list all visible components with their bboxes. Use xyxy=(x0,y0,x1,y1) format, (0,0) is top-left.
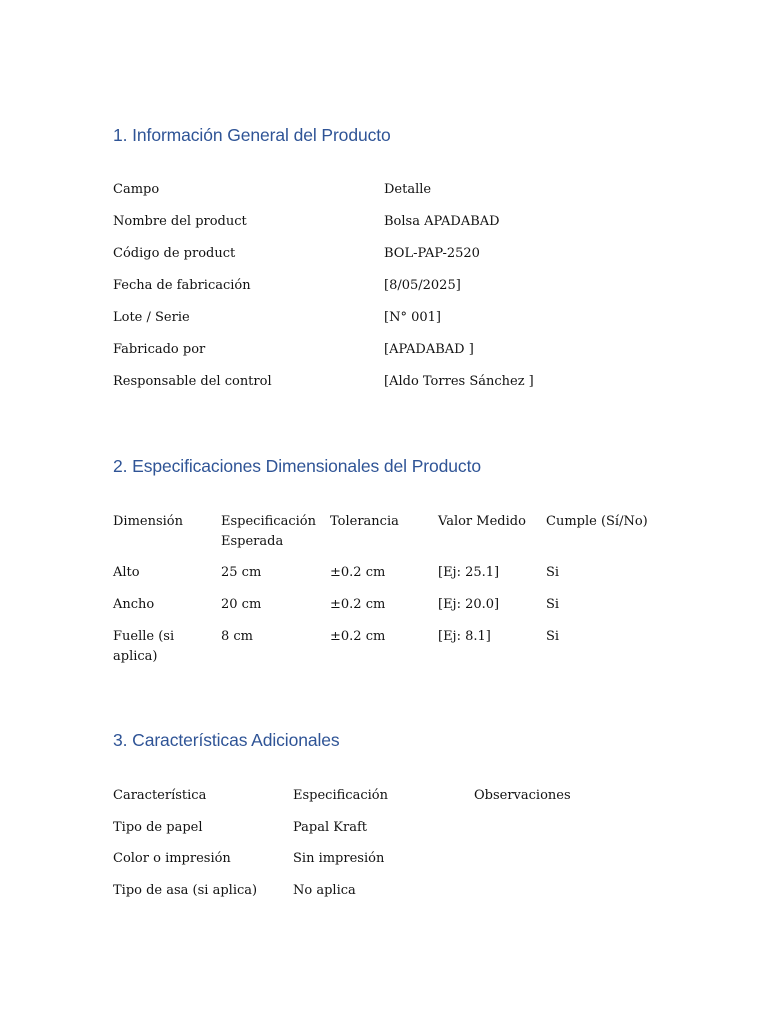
table1-row-value: BOL-PAP-2520 xyxy=(384,246,480,261)
table2-cell-expected: 25 cm xyxy=(221,565,262,580)
table2-header-complies: Cumple (Sí/No) xyxy=(546,514,648,529)
table1-row-label: Código de product xyxy=(113,246,236,261)
table2-cell-expected: 20 cm xyxy=(221,597,262,612)
table1-header-detail: Detalle xyxy=(384,182,432,197)
table2-cell-dimension: Ancho xyxy=(113,597,155,612)
table1-row-value: [Aldo Torres Sánchez ] xyxy=(384,374,534,389)
table1-row-value: [N° 001] xyxy=(384,310,441,325)
table2-cell-complies: Si xyxy=(546,629,560,644)
table2-cell-dimension: Alto xyxy=(113,565,140,580)
table1-row-label: Lote / Serie xyxy=(113,310,190,325)
table3-header-observations: Observaciones xyxy=(474,788,571,803)
section-1-title: 1. Información General del Producto xyxy=(113,125,391,145)
table2-cell-complies: Si xyxy=(546,565,560,580)
table2-header-expected: Especificación Esperada xyxy=(221,514,316,549)
table2-header-dimension: Dimensión xyxy=(113,514,184,529)
table2-cell-dimension: Fuelle (si aplica) xyxy=(113,629,175,664)
table3-cell-specification: Sin impresión xyxy=(293,851,385,866)
table2-header-measured: Valor Medido xyxy=(438,514,526,529)
table3-cell-characteristic: Color o impresión xyxy=(113,851,231,866)
table2-cell-tolerance: ±0.2 cm xyxy=(330,565,386,580)
table1-row-value: Bolsa APADABAD xyxy=(384,214,500,229)
table1-row-label: Responsable del control xyxy=(113,374,272,389)
table2-cell-measured: [Ej: 25.1] xyxy=(438,565,500,580)
table2-header-tolerance: Tolerancia xyxy=(330,514,399,529)
table1-row-label: Fabricado por xyxy=(113,342,206,357)
table2-cell-tolerance: ±0.2 cm xyxy=(330,629,386,644)
table3-header-characteristic: Característica xyxy=(113,788,207,803)
table3-header-specification: Especificación xyxy=(293,788,388,803)
table1-header-field: Campo xyxy=(113,182,160,197)
table2-cell-measured: [Ej: 20.0] xyxy=(438,597,500,612)
table1-row-value: [APADABAD ] xyxy=(384,342,474,357)
table3-cell-specification: Papal Kraft xyxy=(293,820,367,835)
table3-cell-specification: No aplica xyxy=(293,883,356,898)
section-2-title: 2. Especificaciones Dimensionales del Producto xyxy=(113,456,481,476)
table2-cell-complies: Si xyxy=(546,597,560,612)
table1-row-value: [8/05/2025] xyxy=(384,278,461,293)
table2-cell-expected: 8 cm xyxy=(221,629,254,644)
table3-cell-characteristic: Tipo de papel xyxy=(113,820,203,835)
section-3-title: 3. Características Adicionales xyxy=(113,730,340,750)
table3-cell-characteristic: Tipo de asa (si aplica) xyxy=(113,883,258,898)
table2-cell-tolerance: ±0.2 cm xyxy=(330,597,386,612)
table1-row-label: Nombre del product xyxy=(113,214,247,229)
table1-row-label: Fecha de fabricación xyxy=(113,278,251,293)
table2-cell-measured: [Ej: 8.1] xyxy=(438,629,491,644)
